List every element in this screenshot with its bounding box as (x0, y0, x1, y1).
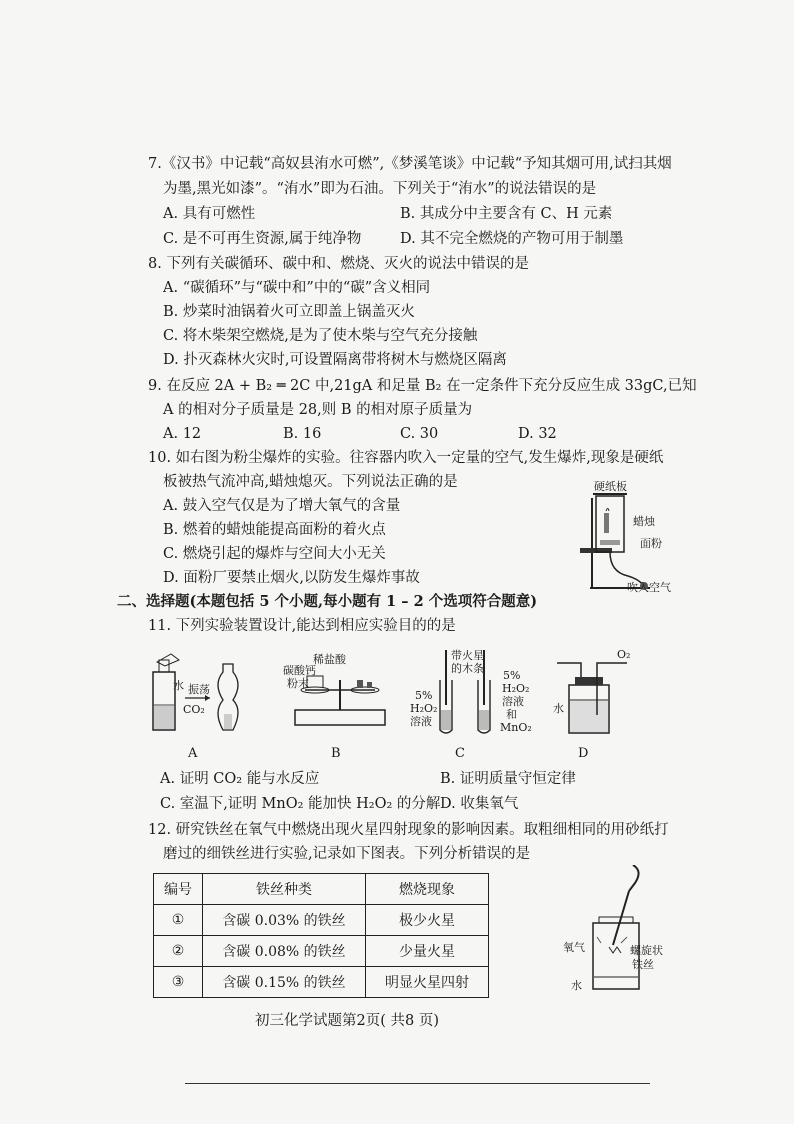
label-water: 水 (571, 979, 582, 992)
q9-option-b: B. 16 (283, 426, 322, 442)
label-b-carbonate1: 碳酸钙 (283, 664, 316, 677)
q11-option-d: D. 收集氧气 (440, 796, 519, 812)
q9-option-c: C. 30 (400, 426, 439, 442)
label-a-shake: 振荡 (188, 683, 210, 696)
label-a-water: 水 (173, 679, 184, 692)
table-cell: 含碳 0.03% 的铁丝 (203, 905, 366, 936)
q12-stem-line2: 磨过的细铁丝进行实验,记录如下图表。下列分析错误的是 (163, 846, 531, 862)
caption-a: A (188, 746, 198, 761)
label-d-water: 水 (553, 702, 564, 715)
table-header: 燃烧现象 (366, 874, 489, 905)
q7-option-b: B. 其成分中主要含有 C、H 元素 (400, 206, 613, 222)
table-cell: ① (154, 905, 203, 936)
table-cell: 少量火星 (366, 936, 489, 967)
label-flour: 面粉 (640, 537, 662, 550)
label-blow-air: 吹入空气 (627, 581, 671, 594)
q7-option-a: A. 具有可燃性 (163, 206, 256, 222)
section-2-heading: 二、选择题(本题包括 5 个小题,每小题有 1 – 2 个选项符合题意) (117, 593, 538, 610)
q8-stem: 8. 下列有关碳循环、碳中和、燃烧、灭火的说法中错误的是 (148, 256, 529, 272)
q8-option-a: A. “碳循环”与“碳中和”中的“碳”含义相同 (163, 280, 431, 296)
dust-explosion-diagram (560, 478, 700, 598)
table-header: 铁丝种类 (203, 874, 366, 905)
caption-b: B (331, 746, 341, 761)
label-a-co2: CO₂ (183, 703, 205, 716)
q11-stem: 11. 下列实验装置设计,能达到相应实验目的的是 (148, 618, 456, 634)
table-row (154, 936, 489, 967)
table-cell: 含碳 0.15% 的铁丝 (203, 967, 366, 998)
q12-stem-line1: 12. 研究铁丝在氧气中燃烧出现火星四射现象的影响因素。取粗细相同的用砂纸打 (148, 822, 669, 838)
q8-option-c: C. 将木柴架空燃烧,是为了使木柴与空气充分接触 (163, 328, 478, 344)
q10-option-a: A. 鼓入空气仅是为了增大氧气的含量 (163, 498, 401, 514)
table-cell: ② (154, 936, 203, 967)
q10-stem-line2: 板被热气流冲高,蜡烛熄灭。下列说法正确的是 (163, 474, 458, 490)
label-c-right3: 溶液 (502, 695, 524, 708)
q11-option-b: B. 证明质量守恒定律 (440, 771, 576, 787)
q10-option-d: D. 面粉厂要禁止烟火,以防发生爆炸事故 (163, 570, 420, 586)
label-c-splint1: 带火星 (451, 649, 484, 662)
caption-d: D (578, 746, 589, 761)
label-d-o2: O₂ (617, 648, 631, 661)
label-c-right2: H₂O₂ (502, 682, 530, 695)
bottom-rule (185, 1083, 650, 1084)
label-candle: 蜡烛 (633, 515, 655, 528)
q9-option-d: D. 32 (518, 426, 557, 442)
q9-stem-line1: 9. 在反应 2A + B₂ ═ 2C 中,21gA 和足量 B₂ 在一定条件下充分反应生成 33gC,已知 (148, 378, 697, 394)
table-row (154, 967, 489, 998)
table-cell: ③ (154, 967, 203, 998)
q11-option-c: C. 室温下,证明 MnO₂ 能加快 H₂O₂ 的分解 (160, 796, 441, 812)
label-c-right4: 和 (506, 708, 517, 721)
q9-stem-line2: A 的相对分子质量是 28,则 B 的相对原子质量为 (163, 402, 473, 418)
page-footer: 初三化学试题第2页( 共8 页) (255, 1013, 439, 1029)
q12-table (153, 873, 489, 998)
label-c-left3: 溶液 (410, 715, 432, 728)
label-oxygen: 氧气 (563, 941, 585, 954)
q7-option-c: C. 是不可再生资源,属于纯净物 (163, 231, 362, 247)
table-cell: 含碳 0.08% 的铁丝 (203, 936, 366, 967)
q10-option-b: B. 燃着的蜡烛能提高面粉的着火点 (163, 522, 386, 538)
iron-wire-diagram (575, 865, 665, 995)
label-c-right1: 5% (503, 669, 521, 682)
caption-c: C (455, 746, 465, 761)
figure-d-gas-bottle (555, 655, 635, 740)
table-cell: 极少火星 (366, 905, 489, 936)
q10-option-c: C. 燃烧引起的爆炸与空间大小无关 (163, 546, 386, 562)
q10-stem-line1: 10. 如右图为粉尘爆炸的实验。往容器内吹入一定量的空气,发生爆炸,现象是硬纸 (148, 450, 664, 466)
label-board: 硬纸板 (594, 480, 627, 493)
q7-stem-line1: 7.《汉书》中记载“高奴县洧水可燃”,《梦溪笔谈》中记载“予知其烟可用,试扫其烟 (148, 156, 672, 172)
label-b-carbonate2: 粉末 (287, 677, 309, 690)
label-c-right5: MnO₂ (500, 721, 532, 734)
q7-option-d: D. 其不完全燃烧的产物可用于制墨 (400, 231, 624, 247)
label-c-splint2: 的木条 (451, 662, 484, 675)
label-spiral2: 铁丝 (632, 958, 654, 971)
q8-option-b: B. 炒菜时油锅着火可立即盖上锅盖灭火 (163, 304, 415, 320)
label-c-left2: H₂O₂ (410, 702, 438, 715)
q8-option-d: D. 扑灭森林火灾时,可设置隔离带将树木与燃烧区隔离 (163, 352, 507, 368)
table-row (154, 905, 489, 936)
table-cell: 明显火星四射 (366, 967, 489, 998)
label-spiral1: 螺旋状 (630, 944, 663, 957)
label-c-left1: 5% (415, 689, 433, 702)
table-header-row (154, 874, 489, 905)
q7-stem-line2: 为墨,黑光如漆”。“洧水”即为石油。下列关于“洧水”的说法错误的是 (163, 181, 597, 197)
q9-option-a: A. 12 (163, 426, 202, 442)
table-header: 编号 (154, 874, 203, 905)
q11-option-a: A. 证明 CO₂ 能与水反应 (160, 771, 320, 787)
label-b-acid: 稀盐酸 (313, 653, 346, 666)
